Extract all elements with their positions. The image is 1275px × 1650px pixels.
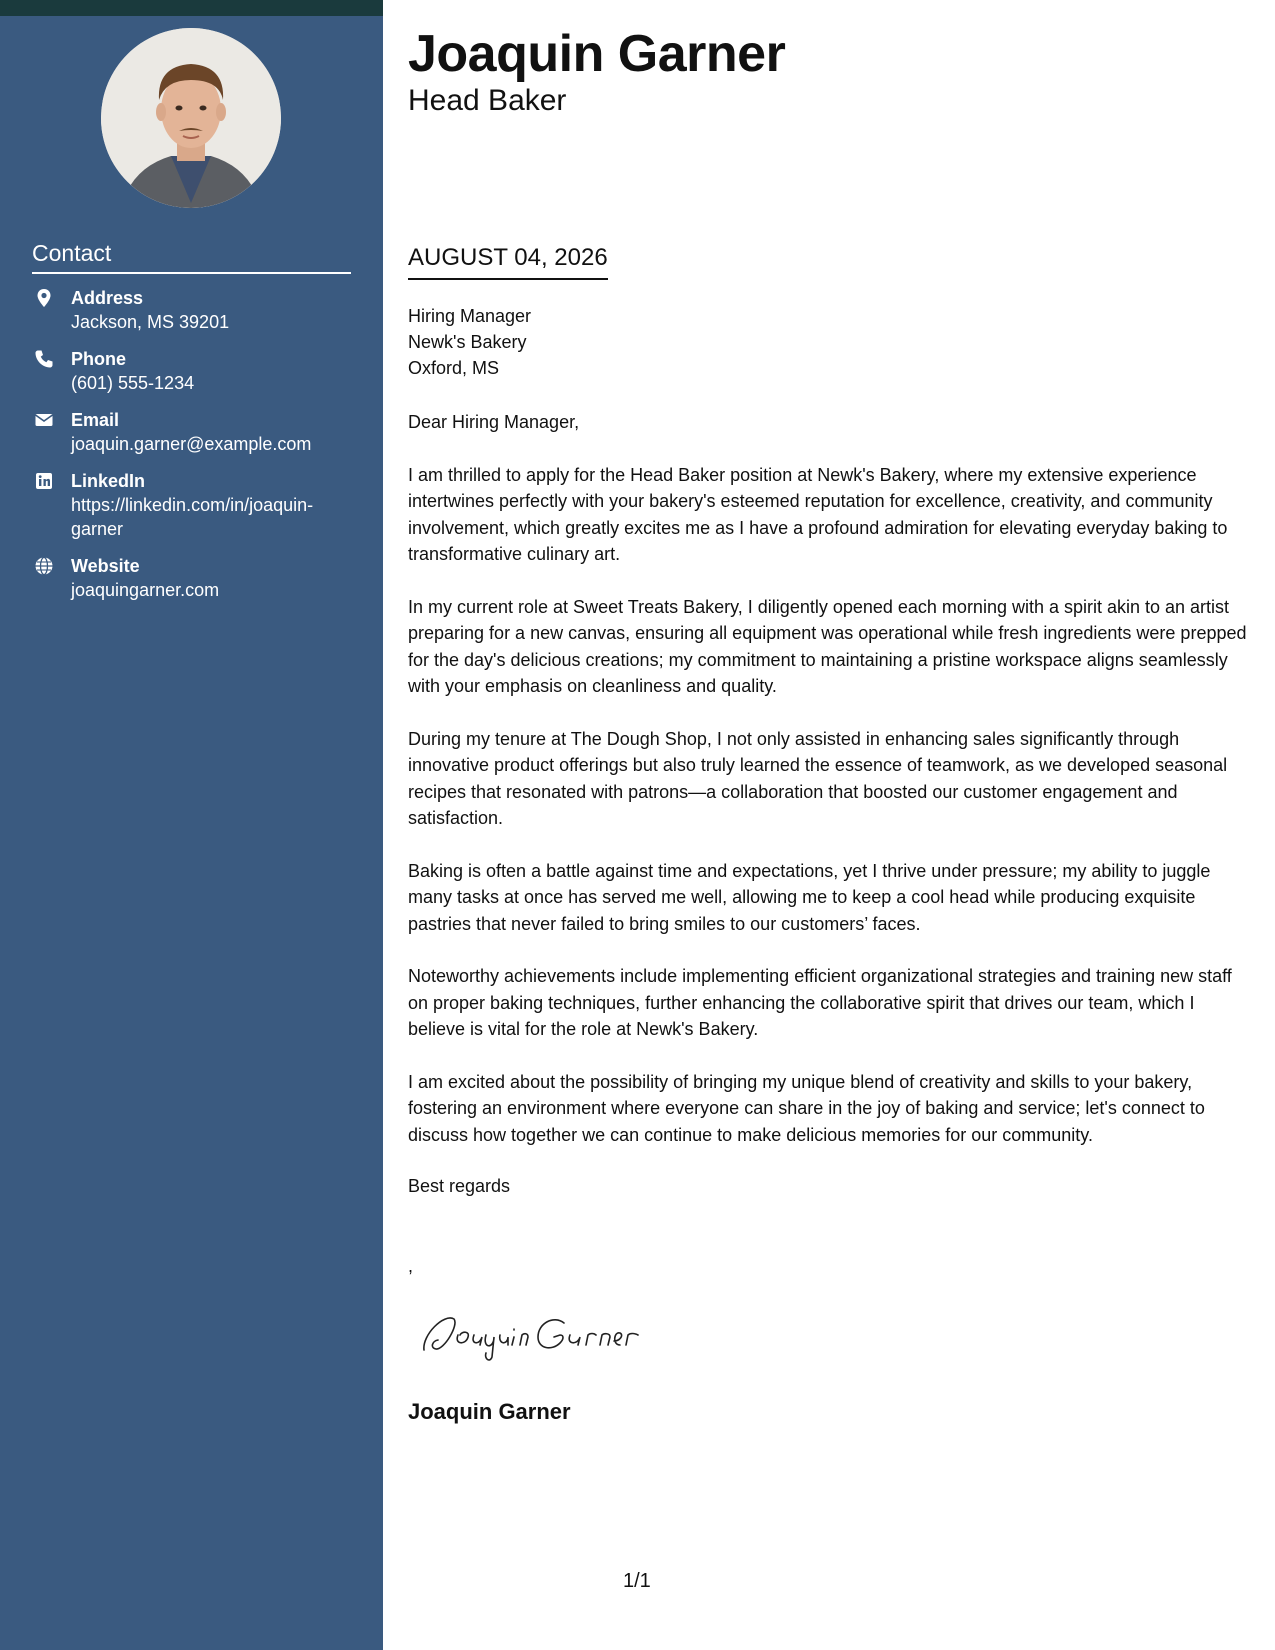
contact-item-website <box>32 554 352 602</box>
recipient-line: Oxford, MS <box>408 358 500 378</box>
contact-item-linkedin <box>32 469 352 541</box>
contact-heading: Contact <box>32 240 351 274</box>
job-title: Head Baker <box>408 84 567 117</box>
linkedin-value[interactable]: https://linkedin.com/in/joaquin-garner <box>71 495 314 539</box>
letter-date: AUGUST 04, 2026 <box>408 244 608 280</box>
contact-item-email <box>32 408 352 456</box>
address-label: Address <box>71 288 144 308</box>
contact-item-phone <box>32 347 352 395</box>
envelope-icon <box>34 410 54 430</box>
contact-list <box>32 286 352 615</box>
email-label: Email <box>71 410 120 430</box>
contact-item-address <box>32 286 352 334</box>
sidebar <box>0 0 383 1650</box>
letter-body <box>408 409 1248 1174</box>
page-number: 1/1 <box>623 1570 651 1592</box>
paragraph: During my tenure at The Dough Shop, I not only assisted in enhancing sales significantly through innovative product offerings but also truly learned the essence of teamwork, as we developed seasonal recipes that resonated with patrons—a collaboration that boosted our customer engagement and satisfaction. <box>408 728 1228 828</box>
avatar <box>101 28 281 208</box>
closing-comma: , <box>408 1256 414 1276</box>
map-pin-icon <box>34 288 54 308</box>
email-value[interactable]: joaquin.garner@example.com <box>71 434 312 454</box>
avatar-photo <box>101 28 281 208</box>
phone-value[interactable]: (601) 555-1234 <box>71 373 195 393</box>
paragraph: In my current role at Sweet Treats Bakery, I diligently opened each morning with a spirit akin to an artist preparing for a new canvas, ensuring all equipment was operational while fresh ingredients were prepped for the day's delicious creations; my commitment to maintaining a pristine workspace aligns seamlessly with your emphasis on cleanliness and quality. <box>408 596 1247 696</box>
phone-icon <box>34 349 54 369</box>
paragraph: I am excited about the possibility of bringing my unique blend of creativity and skills to your bakery, fostering an environment where everyone can share in the joy of baking and service; let's connect to discuss how together we can continue to make delicious memories for our community. <box>408 1071 1205 1145</box>
globe-icon <box>34 556 54 576</box>
paragraph: Baking is often a battle against time and expectations, yet I thrive under pressure; my ability to juggle many tasks at once has served me well, allowing me to keep a cool head while producing exquisite pastries that never failed to bring smiles to our customers’ faces. <box>408 860 1211 934</box>
paragraph: I am thrilled to apply for the Head Baker position at Newk's Bakery, where my extensive experience intertwines perfectly with your bakery's esteemed reputation for excellence, creativity, and community involvement, which greatly excites me as I have a profound admiration for elevating everyday baking to transformative culinary art. <box>408 464 1228 564</box>
salutation: Dear Hiring Manager, <box>408 412 580 432</box>
sidebar-top-bar <box>0 0 383 16</box>
address-value: Jackson, MS 39201 <box>71 312 230 332</box>
recipient-line: Newk's Bakery <box>408 332 527 352</box>
handwritten-signature <box>414 1305 664 1365</box>
website-value[interactable]: joaquingarner.com <box>71 580 220 600</box>
linkedin-icon <box>34 471 54 491</box>
closing: Best regards <box>408 1176 511 1196</box>
recipient-block <box>408 303 531 381</box>
website-label: Website <box>71 556 140 576</box>
applicant-name: Joaquin Garner <box>408 25 786 83</box>
signer-name: Joaquin Garner <box>408 1399 571 1424</box>
phone-label: Phone <box>71 349 127 369</box>
paragraph: Noteworthy achievements include implementing efficient organizational strategies and training new staff on proper baking techniques, further enhancing the collaborative spirit that drives our team, which I believe is vital for the role at Newk's Bakery. <box>408 966 1232 1039</box>
linkedin-label: LinkedIn <box>71 471 146 491</box>
recipient-line: Hiring Manager <box>408 306 532 326</box>
